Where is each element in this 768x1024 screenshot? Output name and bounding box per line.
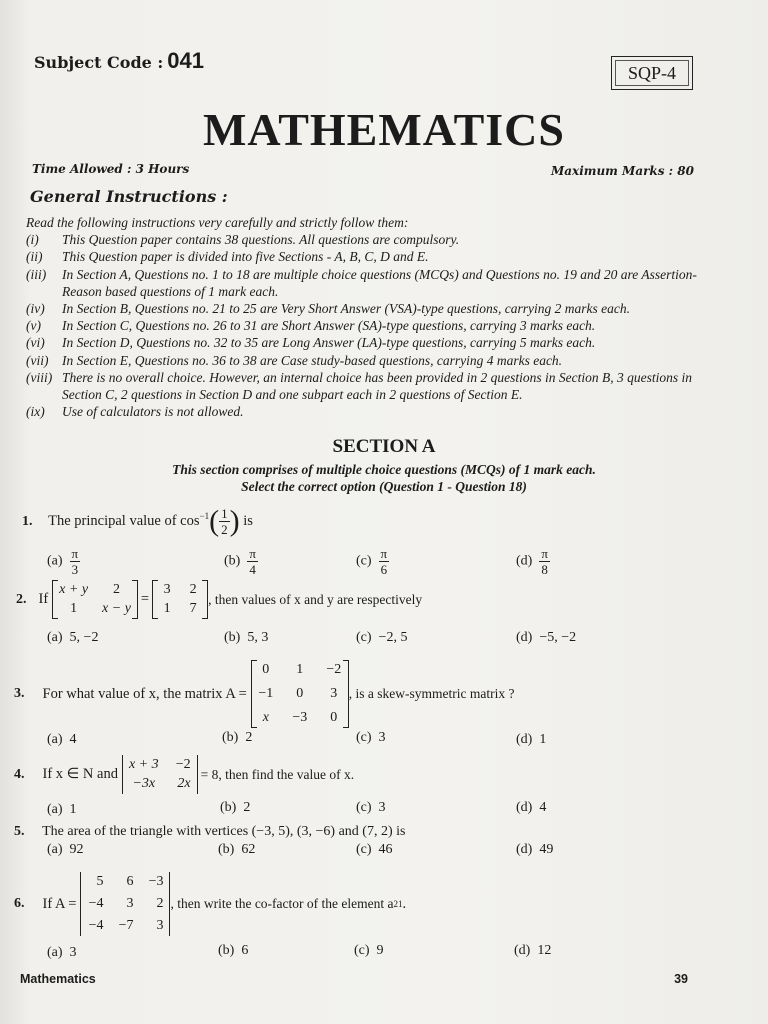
matrix-cell: 0: [262, 662, 270, 677]
matrix-right: [152, 580, 208, 619]
option-value: 3: [378, 800, 386, 815]
option-value: 9: [376, 943, 384, 958]
fraction-numerator: π: [541, 546, 548, 561]
instruction-item: [26, 231, 712, 248]
right-paren: ): [229, 504, 240, 538]
instruction-number: (ix): [26, 404, 45, 420]
question-number: 6.: [14, 896, 25, 911]
option-value: 3: [378, 730, 386, 745]
matrix-cell: x + 3: [128, 757, 159, 772]
instruction-item: [26, 266, 712, 300]
page-title: MATHEMATICS: [203, 104, 565, 155]
equals-sign: =: [140, 591, 150, 607]
matrix-cell: 1: [296, 662, 304, 677]
question-text-end: = 8, then find the value of x.: [200, 766, 355, 782]
instructions-list: [26, 214, 712, 420]
matrix-cell: −4: [88, 896, 104, 911]
option-c: [356, 842, 393, 858]
instruction-text: This Question paper contains 38 questions. All questions are compulsory.: [62, 232, 460, 248]
option-d: [516, 630, 576, 646]
option-value: 4: [539, 800, 547, 815]
option-b: [220, 800, 250, 816]
question-3: [14, 660, 515, 728]
instruction-item: [26, 248, 712, 265]
matrix-cell: −3x: [132, 776, 156, 791]
section-a-subtitle: [0, 461, 768, 495]
question-text-end: , then values of x and y are respectively: [208, 591, 423, 607]
instruction-number: (iii): [26, 266, 47, 282]
left-paren: (: [209, 504, 220, 538]
fraction-numerator: π: [380, 546, 388, 561]
question-1: [22, 506, 253, 537]
question-number: 5.: [14, 824, 25, 839]
option-label: (c): [356, 730, 372, 745]
fraction-denominator: 8: [541, 562, 548, 577]
matrix-cell: −3: [292, 710, 308, 725]
instruction-item: [26, 369, 712, 403]
option-c: [354, 943, 384, 959]
question-4: [14, 755, 354, 794]
option-c: [356, 546, 389, 577]
subject-code: [34, 48, 204, 74]
matrix-cell: 2: [189, 582, 197, 597]
general-instructions-heading: General Instructions :: [30, 187, 228, 206]
instruction-text: In Section D, Questions no. 32 to 35 are Long Answer (LA)-type questions, carrying 5 marks each.: [62, 335, 596, 351]
question-text-end: , then write the co-factor of the element a: [170, 896, 394, 911]
option-label: (a): [47, 802, 63, 817]
instruction-number: (vii): [26, 352, 49, 368]
option-label: (b): [218, 943, 235, 958]
option-a: [47, 802, 77, 818]
matrix-a: [251, 660, 349, 728]
instruction-item: [26, 403, 712, 420]
option-b: [218, 842, 255, 858]
instructions-intro: Read the following instructions very carefully and strictly follow them:: [26, 215, 409, 230]
matrix-cell: 5: [96, 874, 104, 889]
matrix-cell: 3: [156, 918, 164, 933]
option-label: (c): [356, 553, 372, 569]
option-value: −2, 5: [378, 630, 408, 645]
instruction-text: In Section C, Questions no. 26 to 31 are Short Answer (SA)-type questions, carrying 3 marks each.: [62, 318, 596, 334]
matrix-cell: x: [262, 710, 269, 725]
instruction-number: (i): [26, 232, 39, 248]
instruction-item: [26, 317, 712, 334]
option-label: (a): [47, 553, 63, 569]
option-d: [514, 943, 551, 959]
instruction-text: In Section E, Questions no. 36 to 38 are Case study-based questions, carrying 4 marks each.: [62, 352, 563, 368]
option-a: [47, 842, 84, 858]
option-label: (b): [220, 800, 237, 815]
option-label: (c): [356, 630, 372, 645]
option-b: [224, 546, 258, 577]
option-label: (d): [516, 800, 533, 815]
section-a-subtitle-line2: Select the correct option (Question 1 - Question 18): [241, 479, 527, 494]
option-label: (b): [224, 630, 241, 645]
question-text: If A =: [42, 895, 77, 912]
matrix-left: [52, 580, 138, 619]
instruction-text: There is no overall choice. However, an internal choice has been provided in 2 questions in Section B, 3 questions in Section C, 2 questions in Section D and one subpart each in 2 questions of Section E.: [62, 369, 693, 403]
option-a: [47, 732, 77, 748]
fraction-numerator: π: [71, 546, 79, 561]
fraction-numerator: 1: [221, 506, 228, 521]
option-c: [356, 730, 386, 746]
matrix-cell: 0: [296, 686, 304, 701]
option-d: [516, 800, 546, 816]
option-label: (d): [516, 630, 533, 645]
page-number: 39: [674, 972, 688, 986]
instruction-number: (vi): [26, 335, 45, 351]
fraction: [219, 506, 230, 537]
option-b: [218, 943, 248, 959]
instruction-text: In Section B, Questions no. 21 to 25 are Very Short Answer (VSA)-type questions, carrying 2 marks each.: [62, 301, 631, 317]
question-text-end: is: [243, 512, 253, 529]
instruction-number: (ii): [26, 249, 43, 265]
option-value: 92: [69, 842, 84, 857]
option-label: (b): [224, 553, 241, 569]
paper-code-box: [611, 56, 693, 90]
section-a-subtitle-line1: This section comprises of multiple choice questions (MCQs) of 1 mark each.: [172, 462, 596, 477]
matrix-cell: −1: [258, 686, 274, 701]
instruction-number: (iv): [26, 301, 45, 317]
option-d: [516, 732, 546, 748]
instruction-item: [26, 334, 712, 351]
fraction-numerator: π: [249, 546, 256, 561]
fraction-denominator: 6: [380, 562, 388, 577]
matrix-cell: 1: [70, 601, 78, 616]
matrix-cell: 2: [156, 896, 164, 911]
matrix-cell: x − y: [102, 601, 131, 616]
option-value: 46: [378, 842, 393, 857]
question-text: For what value of x, the matrix A =: [42, 685, 247, 702]
question-text-end: , is a skew-symmetric matrix ?: [348, 686, 515, 701]
option-value: −5, −2: [539, 630, 577, 645]
instruction-number: (viii): [26, 369, 53, 385]
option-label: (d): [516, 842, 533, 857]
option-b: [222, 730, 252, 746]
option-label: (d): [516, 732, 533, 747]
question-5: [14, 823, 405, 840]
matrix-cell: −4: [88, 918, 104, 933]
element-subscript: 21: [393, 899, 403, 909]
option-a: [47, 945, 77, 961]
subject-code-label: Subject Code :: [34, 53, 164, 72]
instruction-item: [26, 300, 712, 317]
matrix-cell: 3: [126, 896, 134, 911]
instruction-number: (v): [26, 318, 41, 334]
matrix-cell: 7: [189, 601, 197, 616]
option-d: [516, 842, 553, 858]
time-allowed: Time Allowed : 3 Hours: [32, 162, 190, 176]
question-period: .: [402, 895, 407, 912]
determinant: [122, 755, 198, 794]
option-c: [356, 800, 386, 816]
paper-code: SQP-4: [627, 62, 676, 83]
maximum-marks: Maximum Marks : 80: [550, 164, 694, 178]
option-label: (a): [47, 945, 63, 960]
option-value: 49: [539, 842, 554, 857]
option-value: 3: [69, 945, 77, 960]
instruction-item: [26, 352, 712, 369]
instruction-text: This Question paper is divided into five Sections - A, B, C, D and E.: [62, 249, 429, 265]
option-value: 6: [241, 943, 249, 958]
matrix-cell: 2: [112, 582, 120, 597]
matrix-cell: x + y: [59, 582, 89, 597]
matrix-cell: −2: [175, 757, 191, 772]
option-label: (a): [47, 630, 63, 645]
option-value: 62: [241, 842, 256, 857]
option-label: (a): [47, 732, 63, 747]
subject-code-number: 041: [167, 48, 205, 73]
matrix-cell: −3: [148, 874, 164, 889]
question-text: If: [38, 591, 49, 607]
option-value: 4: [69, 732, 77, 747]
matrix-cell: 3: [163, 582, 171, 597]
option-value: 2: [245, 730, 253, 745]
option-value: 1: [539, 732, 547, 747]
fraction-denominator: 3: [71, 562, 79, 577]
instruction-text: In Section A, Questions no. 1 to 18 are multiple choice questions (MCQs) and Questions no. 19 and 20 are Assertion-Reason based questions of 1 mark each.: [62, 266, 697, 299]
option-label: (c): [354, 943, 370, 958]
question-number: 4.: [14, 766, 25, 782]
option-b: [224, 630, 268, 646]
option-label: (d): [514, 943, 531, 958]
option-a: [47, 630, 98, 646]
matrix-cell: 6: [126, 874, 134, 889]
option-label: (b): [218, 842, 235, 857]
matrix-cell: 1: [163, 601, 171, 616]
option-value: 5, 3: [247, 630, 269, 645]
option-d: [516, 546, 550, 577]
option-label: (b): [222, 730, 239, 745]
option-value: 1: [69, 802, 77, 817]
option-label: (c): [356, 800, 372, 815]
inverse-superscript: −1: [199, 511, 210, 521]
option-label: (a): [47, 842, 63, 857]
footer-subject: Mathematics: [20, 972, 96, 986]
question-text: The area of the triangle with vertices (−3, 5), (3, −6) and (7, 2) is: [42, 824, 406, 839]
option-value: 12: [537, 943, 552, 958]
instruction-text: Use of calculators is not allowed.: [62, 404, 244, 420]
fraction-denominator: 2: [221, 522, 228, 537]
matrix-cell: −7: [118, 918, 134, 933]
fraction-denominator: 4: [249, 562, 256, 577]
option-c: [356, 630, 407, 646]
question-text: If x ∈ N and: [42, 766, 118, 782]
question-number: 3.: [14, 686, 25, 701]
matrix-cell: 0: [330, 710, 338, 725]
question-number: 1.: [22, 513, 33, 529]
matrix-cell: 2x: [177, 776, 191, 791]
question-2: [16, 580, 422, 619]
option-a: [47, 546, 80, 577]
determinant-a: [80, 872, 170, 936]
question-text: The principal value of cos: [48, 512, 200, 529]
option-label: (c): [356, 842, 372, 857]
question-6: [14, 872, 406, 936]
option-label: (d): [516, 553, 533, 569]
matrix-cell: 3: [330, 686, 338, 701]
section-a-title: SECTION A: [332, 436, 436, 457]
matrix-cell: −2: [326, 662, 342, 677]
question-number: 2.: [16, 591, 27, 607]
option-value: 2: [243, 800, 251, 815]
option-value: 5, −2: [69, 630, 99, 645]
